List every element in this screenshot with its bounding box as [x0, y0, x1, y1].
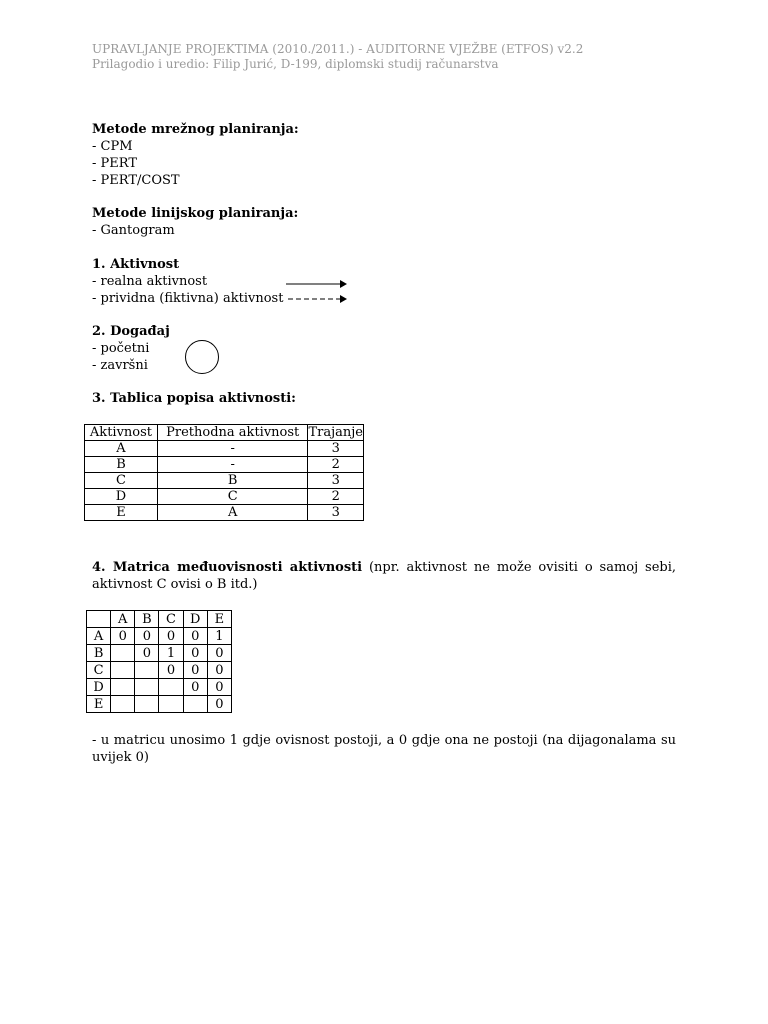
table-header-row — [85, 425, 364, 441]
matrix-cell — [111, 696, 135, 713]
matrix-cell: 0 — [207, 645, 231, 662]
dependency-matrix — [86, 610, 232, 713]
header-title: UPRAVLJANJE PROJEKTIMA (2010./2011.) - AUDITORNE VJEŽBE (ETFOS) v2.2 — [92, 42, 584, 56]
header-author: Prilagodio i uredio: Filip Jurić, D-199, diplomski studij računarstva — [92, 57, 499, 71]
aktivnost-item-prividna: - prividna (fiktivna) aktivnost — [92, 291, 284, 306]
mrezno-title: Metode mrežnog planiranja: — [92, 122, 299, 137]
matrix-cell: 0 — [183, 662, 207, 679]
matrix-cell: E — [207, 611, 231, 628]
matrix-cell: D — [183, 611, 207, 628]
table-header-cell: Trajanje — [308, 425, 363, 440]
matrix-cell — [111, 662, 135, 679]
table-cell: B — [85, 457, 158, 473]
dogadjaj-title: 2. Događaj — [92, 324, 170, 339]
linijsko-title: Metode linijskog planiranja: — [92, 206, 299, 221]
matrix-row — [87, 628, 232, 645]
matrix-row — [87, 662, 232, 679]
matrica-title: 4. Matrica međuovisnosti aktivnosti — [92, 560, 363, 575]
matrix-cell: A — [111, 611, 135, 628]
matrix-cell — [183, 696, 207, 713]
table-cell: 3 — [308, 473, 364, 489]
matrix-cell — [159, 679, 183, 696]
table-row — [85, 473, 364, 489]
matrica-note: (npr. aktivnost ne može ovisiti o samoj sebi, aktivnost C ovisi o B itd.) — [92, 560, 676, 592]
matrix-cell: 0 — [183, 645, 207, 662]
table-cell: A — [85, 441, 158, 457]
matrix-cell: 0 — [207, 696, 231, 713]
table-cell: 2 — [308, 489, 364, 505]
table-row — [85, 457, 364, 473]
matrix-cell: 0 — [183, 679, 207, 696]
table-cell: C — [85, 473, 158, 489]
matrix-cell: 0 — [159, 628, 183, 645]
matrix-cell — [135, 679, 159, 696]
page-header — [92, 42, 583, 72]
tablica-title: 3. Tablica popisa aktivnosti: — [92, 391, 296, 406]
activity-table — [84, 424, 364, 521]
matrix-cell: 0 — [159, 662, 183, 679]
matrix-header-row — [87, 611, 232, 628]
table-cell: C — [157, 489, 308, 505]
matrica-paragraph — [92, 559, 676, 593]
matrix-cell: 0 — [207, 662, 231, 679]
table-cell: E — [85, 505, 158, 521]
linijsko-item-gantogram: - Gantogram — [92, 223, 175, 238]
matrix-cell: B — [135, 611, 159, 628]
matrix-cell: C — [159, 611, 183, 628]
mrezno-item-pertcost: - PERT/COST — [92, 173, 180, 188]
table-row — [85, 441, 364, 457]
matrix-cell: D — [87, 679, 111, 696]
matrix-cell — [87, 611, 111, 628]
matrix-cell — [135, 662, 159, 679]
matrix-cell: 1 — [207, 628, 231, 645]
table-row — [85, 489, 364, 505]
aktivnost-item-realna: - realna aktivnost — [92, 274, 208, 289]
matrica-footnote: - u matricu unosimo 1 gdje ovisnost postoji, a 0 gdje ona ne postoji (na dijagonalama su uvijek 0) — [92, 733, 676, 765]
table-cell: A — [157, 505, 308, 521]
table-cell: - — [157, 457, 308, 473]
matrix-cell: 0 — [183, 628, 207, 645]
table-cell: B — [157, 473, 308, 489]
matrix-cell: E — [87, 696, 111, 713]
dashed-arrow-icon — [286, 293, 348, 305]
table-header-cell: Prethodna aktivnost — [157, 425, 308, 441]
matrix-cell: 0 — [207, 679, 231, 696]
matrix-cell — [111, 679, 135, 696]
table-row — [85, 505, 364, 521]
matrix-cell — [135, 696, 159, 713]
matrix-cell: B — [87, 645, 111, 662]
mrezno-item-pert: - PERT — [92, 156, 137, 171]
matrix-row — [87, 645, 232, 662]
matrix-row — [87, 696, 232, 713]
aktivnost-title: 1. Aktivnost — [92, 257, 180, 272]
solid-arrow-icon — [286, 278, 348, 290]
mrezno-item-cpm: - CPM — [92, 139, 133, 154]
table-cell: D — [85, 489, 158, 505]
event-circle-icon — [185, 340, 219, 374]
table-cell: 3 — [308, 441, 364, 457]
matrix-cell — [111, 645, 135, 662]
dogadjaj-item-pocetni: - početni — [92, 341, 150, 356]
matrix-cell — [159, 696, 183, 713]
table-header-cell: Aktivnost — [85, 425, 158, 441]
table-cell: 3 — [308, 505, 364, 521]
matrix-cell: A — [87, 628, 111, 645]
matrix-cell: 0 — [111, 628, 135, 645]
matrix-cell: 0 — [135, 645, 159, 662]
table-cell: 2 — [308, 457, 364, 473]
table-cell: - — [157, 441, 308, 457]
matrix-cell: C — [87, 662, 111, 679]
matrix-cell: 1 — [159, 645, 183, 662]
dogadjaj-item-zavrsni: - završni — [92, 358, 148, 373]
matrix-row — [87, 679, 232, 696]
matrix-cell: 0 — [135, 628, 159, 645]
